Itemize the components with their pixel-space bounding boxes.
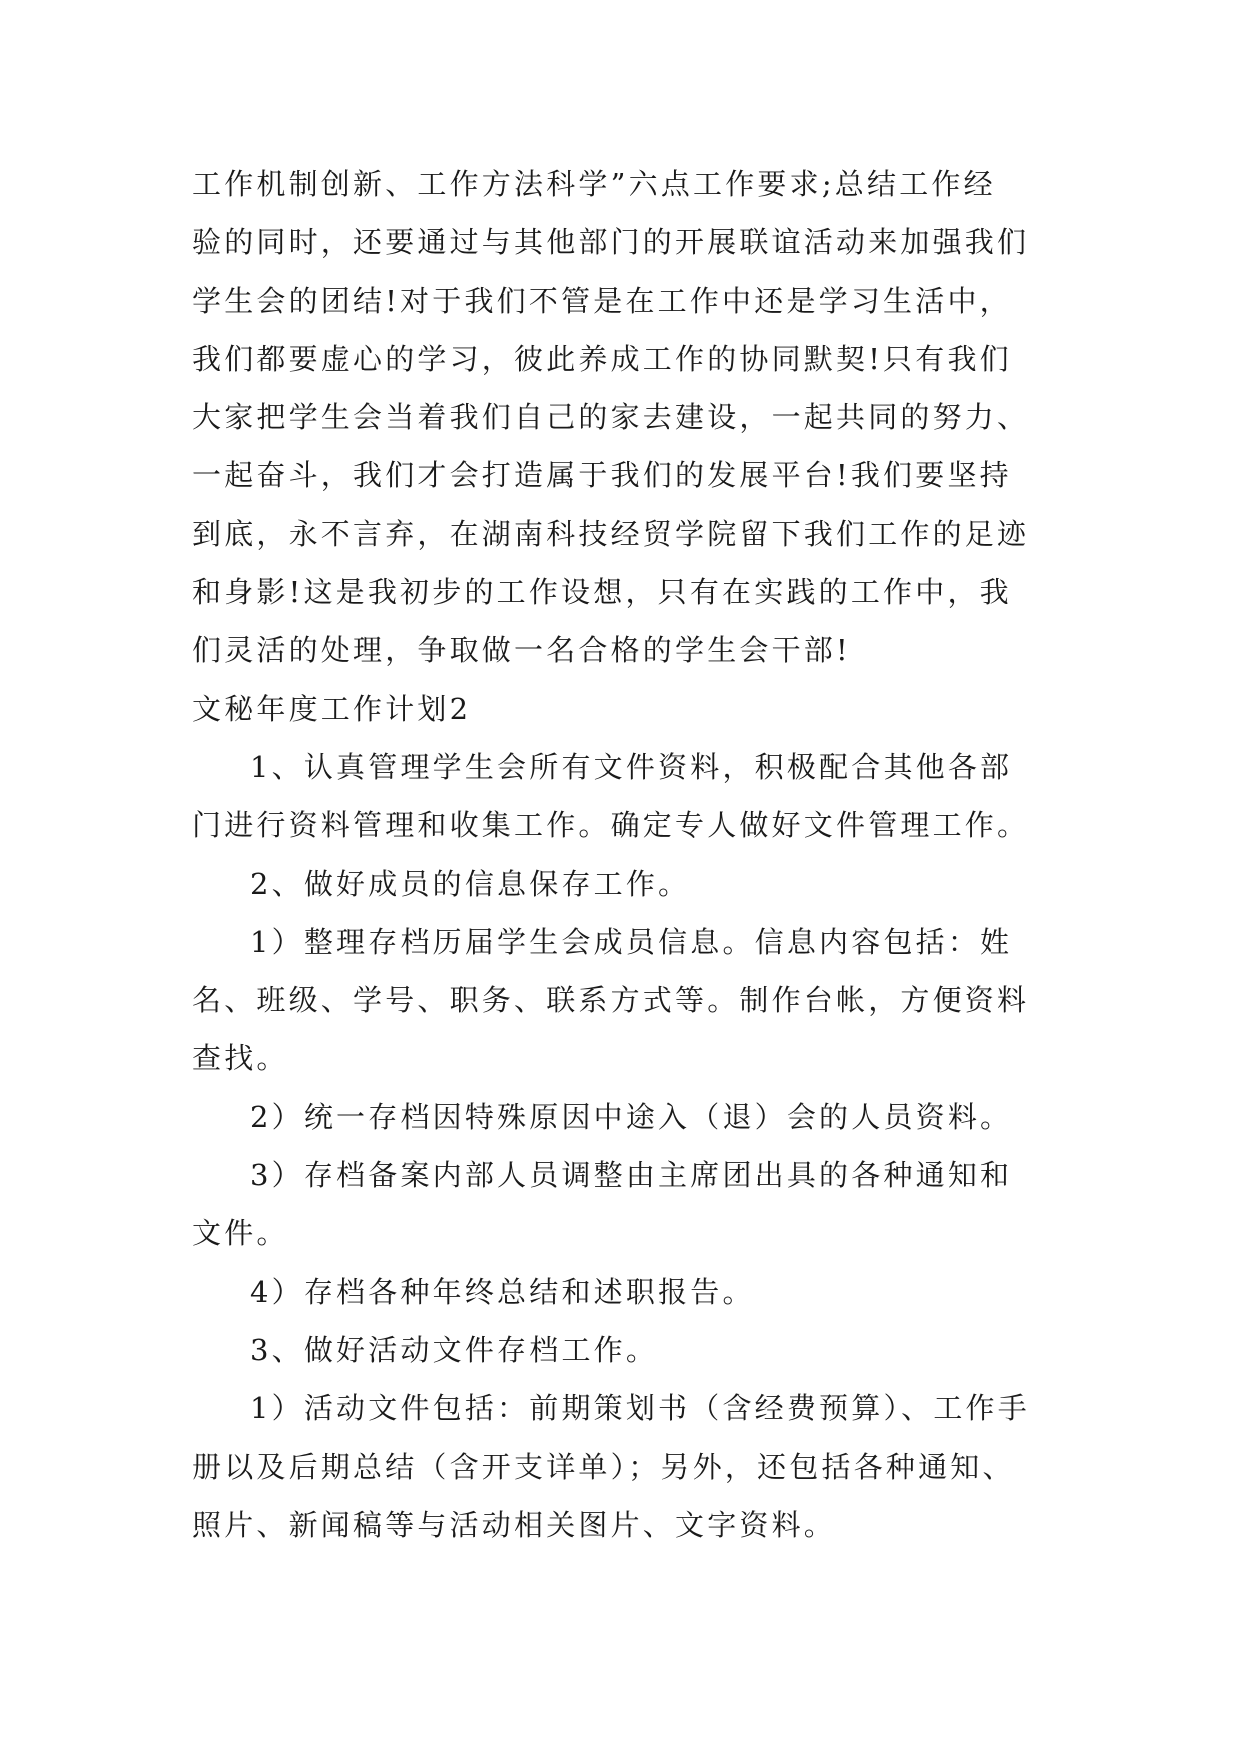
text-line: 门进行资料管理和收集工作。确定专人做好文件管理工作。: [192, 808, 1030, 843]
text-line: 名、班级、学号、职务、联系方式等。制作台帐，方便资料: [192, 983, 1030, 1018]
text-line: 一起奋斗，我们才会打造属于我们的发展平台!我们要坚持: [192, 458, 1012, 493]
text-line: 文件。: [192, 1216, 289, 1251]
document-body: [192, 155, 1062, 1554]
paragraph-line: 1）整理存档历届学生会成员信息。信息内容包括：姓: [250, 924, 1013, 959]
paragraph-line: 1、认真管理学生会所有文件资料，积极配合其他各部: [250, 749, 1013, 784]
text-line: 验的同时，还要通过与其他部门的开展联谊活动来加强我们: [192, 225, 1030, 260]
paragraph-line: 4）存档各种年终总结和述职报告。: [250, 1274, 755, 1309]
text-line: 我们都要虚心的学习，彼此养成工作的协同默契!只有我们: [192, 341, 1012, 376]
text-line: 们灵活的处理，争取做一名合格的学生会干部!: [192, 633, 851, 668]
text-line: 大家把学生会当着我们自己的家去建设，一起共同的努力、: [192, 400, 1030, 435]
text-line: 学生会的团结!对于我们不管是在工作中还是学习生活中，: [192, 283, 1012, 318]
text-line: 和身影!这是我初步的工作设想，只有在实践的工作中，我: [192, 575, 1012, 610]
text-line: 照片、新闻稿等与活动相关图片、文字资料。: [192, 1507, 837, 1542]
paragraph-line: 1）活动文件包括：前期策划书（含经费预算）、工作手: [250, 1391, 1030, 1426]
paragraph-line: 2）统一存档因特殊原因中途入（退）会的人员资料。: [250, 1099, 1013, 1134]
text-line: 查找。: [192, 1041, 289, 1076]
text-line: 到底，永不言弃，在湖南科技经贸学院留下我们工作的足迹: [192, 516, 1030, 551]
text-line: 册以及后期总结（含开支详单）；另外，还包括各种通知、: [192, 1449, 1015, 1484]
text-line: 工作机制创新、工作方法科学”六点工作要求;总结工作经: [192, 167, 996, 201]
paragraph-line: 2、做好成员的信息保存工作。: [250, 866, 691, 901]
section-title: 文秘年度工作计划2: [192, 691, 472, 726]
paragraph-line: 3）存档备案内部人员调整由主席团出具的各种通知和: [250, 1158, 1013, 1193]
paragraph-line: 3、做好活动文件存档工作。: [250, 1332, 659, 1367]
